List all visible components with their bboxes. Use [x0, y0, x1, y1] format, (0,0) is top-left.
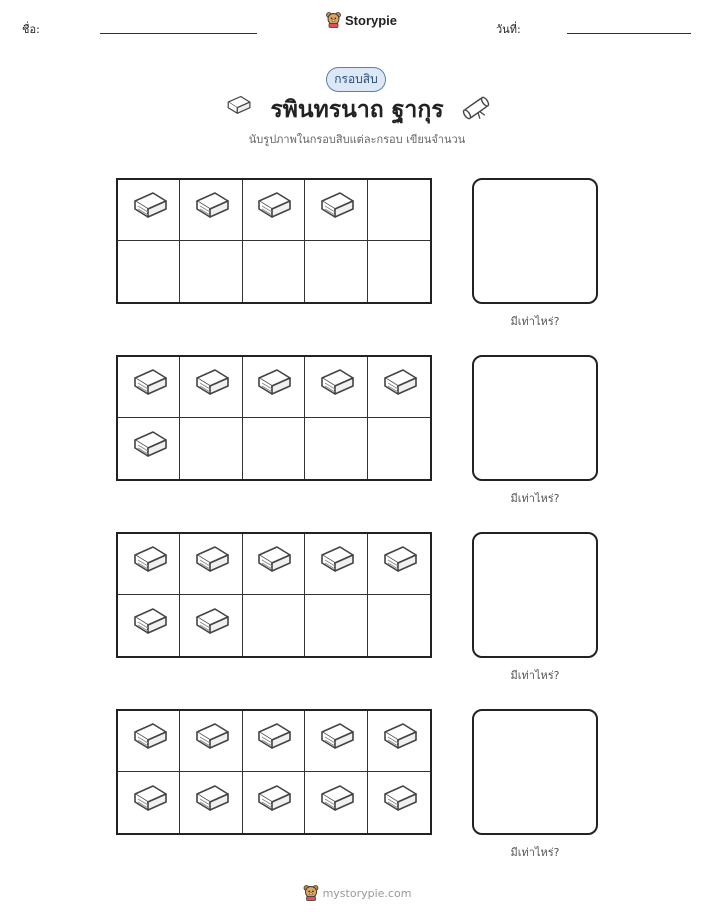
topic-badge: กรอบสิบ — [326, 67, 386, 92]
bear-icon — [303, 885, 319, 901]
ten-frame-cell — [180, 772, 242, 833]
ten-frame — [116, 532, 432, 658]
ten-frame-cell — [305, 357, 367, 418]
book-icon — [377, 542, 421, 586]
ten-frame-cell — [180, 418, 242, 479]
ten-frame-cell — [118, 180, 180, 241]
answer-box[interactable] — [472, 709, 598, 835]
ten-frame-cell — [180, 595, 242, 656]
ten-frame-cell — [243, 357, 305, 418]
book-icon — [314, 188, 358, 232]
ten-frame-cell — [180, 241, 242, 302]
ten-frame-cell — [118, 357, 180, 418]
ten-frame-cell — [118, 418, 180, 479]
book-icon — [251, 719, 295, 763]
book-icon — [127, 427, 171, 471]
book-icon — [377, 365, 421, 409]
ten-frame-cell — [368, 357, 430, 418]
book-icon — [251, 188, 295, 232]
ten-frame-cell — [118, 595, 180, 656]
ten-frame — [116, 709, 432, 835]
book-icon — [189, 542, 233, 586]
ten-frame-cell — [305, 772, 367, 833]
ten-frame-cell — [243, 711, 305, 772]
ten-frame-cell — [305, 595, 367, 656]
ten-frame-cell — [180, 357, 242, 418]
instructions: นับรูปภาพในกรอบสิบแต่ละกรอบ เขียนจำนวน — [248, 133, 466, 146]
footer-url: mystorypie.com — [322, 886, 412, 900]
ten-frame-cell — [180, 180, 242, 241]
ten-frame-cell — [368, 418, 430, 479]
ten-frame-cell — [305, 241, 367, 302]
book-icon — [127, 781, 171, 825]
book-icon — [314, 365, 358, 409]
book-icon — [251, 781, 295, 825]
book-icon — [127, 542, 171, 586]
page-title: รพินทรนาถ ฐากุร — [270, 97, 444, 123]
ten-frame-cell — [305, 534, 367, 595]
ten-frame-cell — [368, 180, 430, 241]
ten-frame — [116, 355, 432, 481]
brand-name: Storypie — [345, 12, 398, 28]
book-icon — [189, 604, 233, 648]
answer-box[interactable] — [472, 532, 598, 658]
ten-frame-cell — [243, 180, 305, 241]
book-icon — [189, 188, 233, 232]
answer-box[interactable] — [472, 178, 598, 304]
brand-logo — [326, 12, 397, 28]
ten-frame-cell — [305, 418, 367, 479]
book-icon — [251, 365, 295, 409]
bear-icon — [326, 12, 341, 28]
ten-frame-cell — [118, 711, 180, 772]
book-icon — [377, 781, 421, 825]
footer — [0, 885, 714, 901]
book-icon — [189, 365, 233, 409]
date-label: วันที่: — [496, 23, 521, 36]
ten-frame-cell — [243, 772, 305, 833]
ten-frame-cell — [368, 772, 430, 833]
date-line — [567, 33, 691, 34]
ten-frame-cell — [118, 534, 180, 595]
book-icon — [127, 604, 171, 648]
book-icon — [189, 719, 233, 763]
ten-frame-cell — [243, 534, 305, 595]
ten-frame-cell — [368, 241, 430, 302]
how-many-label: มีเท่าไหร่? — [510, 669, 560, 682]
ten-frame-cell — [305, 180, 367, 241]
ten-frame-cell — [118, 241, 180, 302]
ten-frame-cell — [243, 418, 305, 479]
book-icon — [127, 719, 171, 763]
answer-box[interactable] — [472, 355, 598, 481]
book-icon — [314, 719, 358, 763]
how-many-label: มีเท่าไหร่? — [510, 315, 560, 328]
ten-frame-cell — [180, 711, 242, 772]
ten-frame-cell — [243, 241, 305, 302]
book-icon — [251, 542, 295, 586]
book-icon — [314, 781, 358, 825]
how-many-label: มีเท่าไหร่? — [510, 846, 560, 859]
name-label: ชื่อ: — [22, 23, 40, 36]
ten-frame — [116, 178, 432, 304]
book-icon — [314, 542, 358, 586]
ten-frame-cell — [305, 711, 367, 772]
book-icon — [127, 188, 171, 232]
book-icon — [377, 719, 421, 763]
how-many-label: มีเท่าไหร่? — [510, 492, 560, 505]
ten-frame-cell — [368, 534, 430, 595]
name-line — [100, 33, 257, 34]
ten-frame-cell — [243, 595, 305, 656]
ten-frame-cell — [368, 711, 430, 772]
book-icon — [127, 365, 171, 409]
scroll-icon — [460, 94, 492, 126]
book-icon — [189, 781, 233, 825]
ten-frame-cell — [368, 595, 430, 656]
ten-frame-cell — [180, 534, 242, 595]
ten-frame-cell — [118, 772, 180, 833]
